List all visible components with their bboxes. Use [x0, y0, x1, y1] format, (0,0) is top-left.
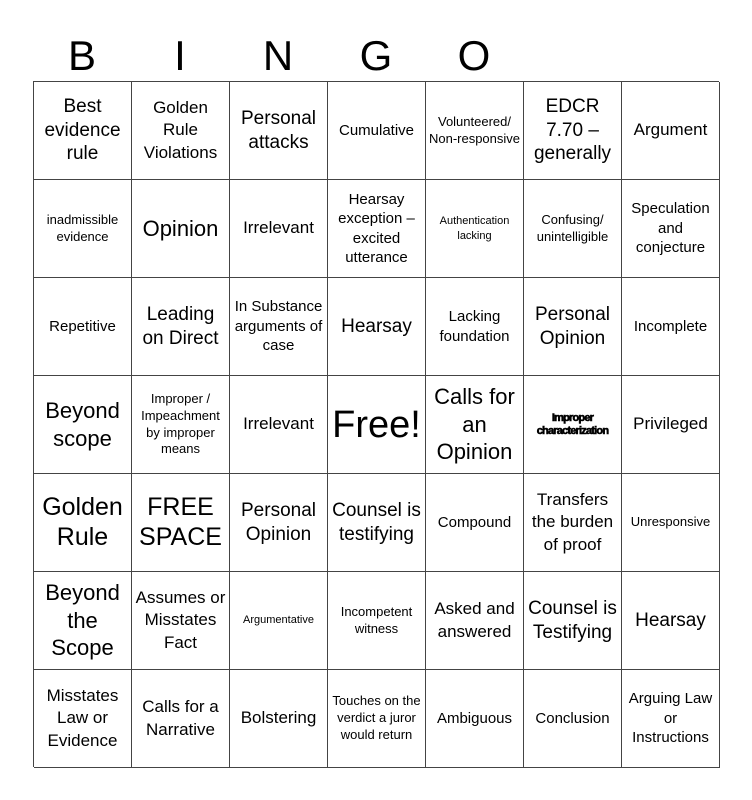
bingo-cell[interactable] — [230, 82, 328, 180]
cell-text: Ambiguous — [436, 709, 513, 727]
cell-text: Cumulative — [338, 121, 415, 139]
bingo-cell[interactable] — [622, 670, 720, 768]
cell-text: Argument — [633, 120, 708, 140]
cell-text: Volunteered/ Non-responsive — [428, 113, 521, 146]
cell-text: Incomplete — [633, 317, 708, 335]
bingo-cell[interactable] — [622, 180, 720, 278]
bingo-cell[interactable] — [622, 278, 720, 376]
header-letter-b: B — [67, 32, 96, 79]
cell-text: Irrelevant — [243, 218, 314, 238]
bingo-cell[interactable] — [622, 82, 720, 180]
cell-text: Confusing/ unintelligible — [536, 211, 609, 244]
cell-text: Asked and answered — [434, 599, 515, 641]
bingo-cell[interactable] — [524, 82, 622, 180]
cell-text: Beyond the Scope — [45, 580, 120, 661]
bingo-cell[interactable] — [34, 376, 132, 474]
bingo-cell[interactable] — [34, 82, 132, 180]
bingo-cell[interactable] — [34, 670, 132, 768]
cell-text: Counsel is Testifying — [528, 597, 617, 643]
bingo-cell[interactable] — [524, 474, 622, 572]
bingo-cell[interactable] — [34, 180, 132, 278]
bingo-cell[interactable] — [622, 376, 720, 474]
bingo-cell[interactable] — [524, 376, 622, 474]
cell-text: Repetitive — [49, 317, 116, 335]
cell-text: Beyond scope — [45, 398, 120, 451]
cell-text: Counsel is testifying — [332, 499, 421, 545]
bingo-cell[interactable] — [132, 572, 230, 670]
free-space-cell[interactable] — [328, 376, 426, 474]
bingo-cell[interactable] — [132, 82, 230, 180]
cell-text: Opinion — [142, 215, 219, 241]
cell-text: Transfers the burden of proof — [531, 490, 614, 554]
cell-text: Touches on the verdict a juror would return — [332, 693, 421, 742]
bingo-cell[interactable] — [328, 474, 426, 572]
header-letter-g: G — [359, 32, 393, 79]
bingo-cell[interactable] — [426, 278, 524, 376]
cell-text: Unresponsive — [630, 514, 711, 530]
bingo-cell[interactable] — [622, 474, 720, 572]
cell-text: Leading on Direct — [142, 303, 219, 349]
cell-text: Best evidence rule — [44, 95, 121, 165]
cell-text: Irrelevant — [243, 414, 314, 434]
bingo-cell[interactable] — [426, 376, 524, 474]
bingo-cell[interactable] — [230, 670, 328, 768]
header-letter-o: O — [457, 32, 491, 79]
cell-text: inadmissible evidence — [46, 211, 119, 244]
cell-text: Incompetent witness — [340, 603, 413, 636]
cell-text: Arguing Law or Instructions — [628, 690, 713, 747]
bingo-cell[interactable] — [132, 278, 230, 376]
bingo-cell[interactable] — [524, 572, 622, 670]
bingo-cell[interactable] — [524, 670, 622, 768]
cell-text: Calls for a Narrative — [142, 697, 219, 739]
bingo-cell[interactable] — [34, 278, 132, 376]
bingo-cell[interactable] — [426, 572, 524, 670]
bingo-cell[interactable] — [524, 180, 622, 278]
bingo-cell[interactable] — [230, 376, 328, 474]
bingo-grid — [33, 81, 719, 767]
bingo-cell[interactable] — [328, 670, 426, 768]
bingo-cell[interactable] — [622, 572, 720, 670]
bingo-cell[interactable] — [132, 376, 230, 474]
bingo-cell[interactable] — [328, 82, 426, 180]
cell-text: Compound — [437, 513, 512, 531]
cell-text: Personal Opinion — [535, 303, 610, 349]
cell-text: Personal Opinion — [241, 499, 316, 545]
cell-text: Lacking foundation — [439, 308, 510, 345]
bingo-cell[interactable] — [230, 474, 328, 572]
bingo-cell[interactable] — [426, 82, 524, 180]
cell-text: EDCR 7.70 – generally — [533, 95, 612, 165]
bingo-cell[interactable] — [328, 180, 426, 278]
bingo-cell[interactable] — [426, 670, 524, 768]
cell-text: Argumentative — [243, 614, 314, 627]
cell-text: In Substance arguments of case — [234, 298, 323, 355]
cell-text: Hearsay — [341, 315, 412, 337]
cell-text: Calls for an Opinion — [434, 384, 515, 465]
cell-text: Free! — [332, 403, 421, 446]
cell-text: Bolstering — [240, 708, 317, 728]
bingo-cell[interactable] — [230, 180, 328, 278]
cell-text: Golden Rule Violations — [143, 98, 218, 162]
bingo-cell[interactable] — [132, 670, 230, 768]
cell-text: Assumes or Misstates Fact — [135, 588, 226, 652]
cell-text: Golden Rule — [42, 493, 123, 551]
header-letter-i: I — [174, 32, 186, 79]
cell-text: Speculation and conjecture — [631, 200, 710, 257]
cell-text: FREE SPACE — [139, 493, 222, 551]
bingo-cell[interactable] — [230, 572, 328, 670]
cell-text: Authentication lacking — [439, 215, 510, 242]
bingo-cell[interactable] — [328, 278, 426, 376]
free-space-cell[interactable] — [132, 474, 230, 572]
bingo-header — [33, 30, 719, 82]
cell-text: Conclusion — [535, 709, 610, 727]
bingo-cell[interactable] — [524, 278, 622, 376]
bingo-cell[interactable] — [328, 572, 426, 670]
cell-text: Hearsay — [635, 609, 706, 631]
header-letter-n: N — [262, 32, 294, 79]
cell-text: Hearsay exception –excited utterance — [338, 190, 415, 266]
bingo-cell[interactable] — [132, 180, 230, 278]
cell-text: Privileged — [633, 414, 708, 434]
cell-text: Improper characterization — [536, 411, 609, 437]
cell-text: Misstates Law or Evidence — [46, 686, 119, 750]
bingo-cell[interactable] — [426, 180, 524, 278]
bingo-cell[interactable] — [34, 474, 132, 572]
bingo-cell[interactable] — [426, 474, 524, 572]
bingo-cell[interactable] — [34, 572, 132, 670]
cell-text: Personal attacks — [241, 107, 316, 153]
cell-text: Improper / Impeachment by improper means — [141, 390, 220, 457]
bingo-cell[interactable] — [230, 278, 328, 376]
